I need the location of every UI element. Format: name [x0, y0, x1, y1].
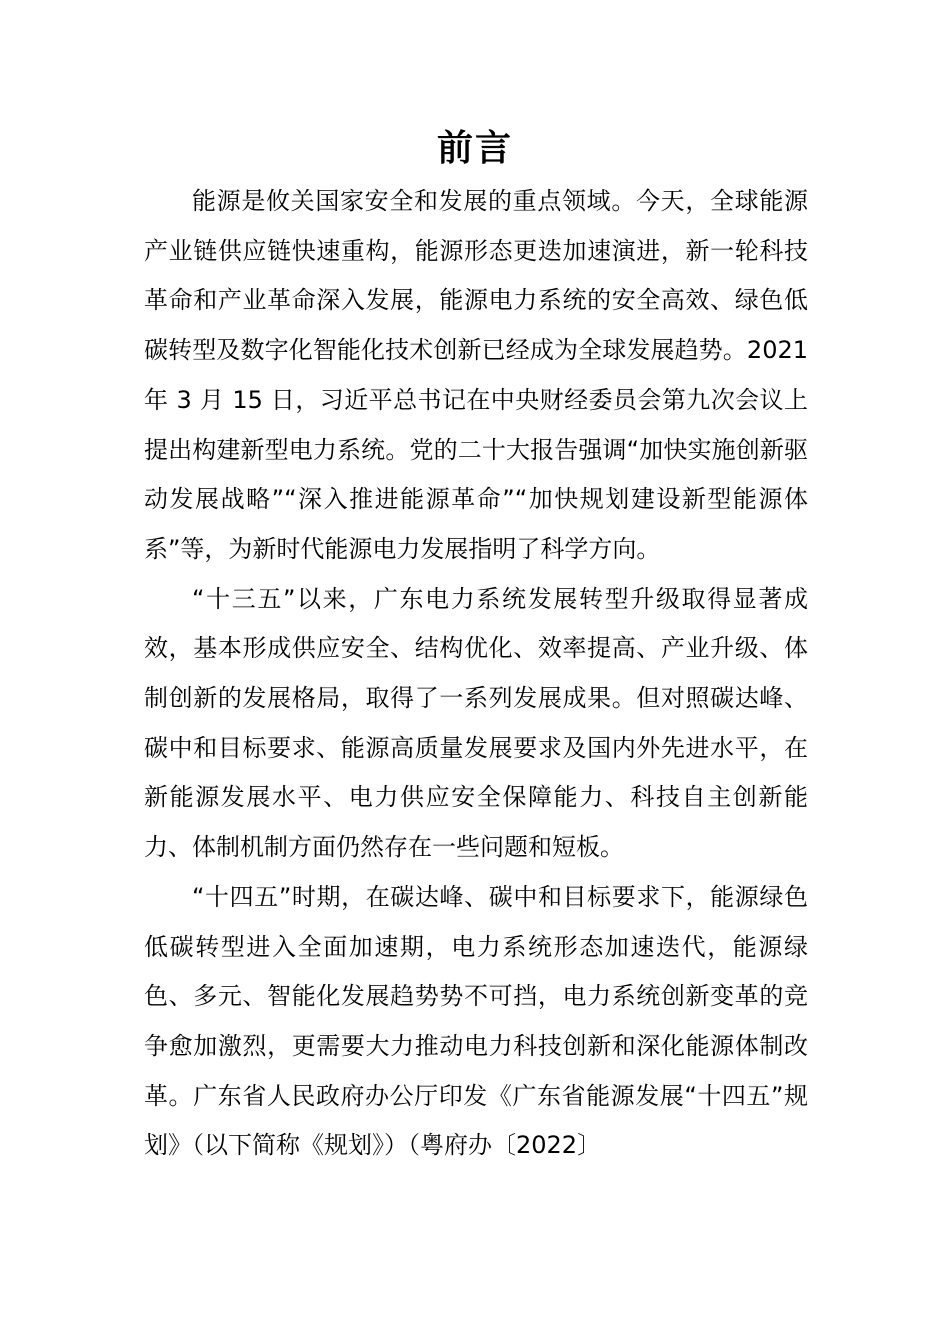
- document-body: [144, 177, 808, 1171]
- paragraph-1: 能源是攸关国家安全和发展的重点领域。今天，全球能源产业链供应链快速重构，能源形态更迭加速演进，新一轮科技革命和产业革命深入发展，能源电力系统的安全高效、绿色低碳转型及数字化智能化技术创新已经成为全球发展趋势。2021 年 3 月 15 日，习近平总书记在中央财经委员会第九次会议上提出构建新型电力系统。党的二十大报告强调“加快实施创新驱动发展战略”“深入推进能源革命”“加快规划建设新型能源体系”等，为新时代能源电力发展指明了科学方向。: [144, 187, 808, 563]
- paragraph-3: “十四五”时期，在碳达峰、碳中和目标要求下，能源绿色低碳转型进入全面加速期，电力系统形态加速迭代，能源绿色、多元、智能化发展趋势势不可挡，电力系统创新变革的竞争愈加激烈，更需要大力推动电力科技创新和深化能源体制改革。广东省人民政府办公厅印发《广东省能源发展“十四五”规划》（以下简称《规划》）（粤府办〔2022〕: [144, 882, 808, 1160]
- page-title: 前言: [436, 128, 513, 169]
- paragraph-2: “十三五”以来，广东电力系统发展转型升级取得显著成效，基本形成供应安全、结构优化、效率提高、产业升级、体制创新的发展格局，取得了一系列发展成果。但对照碳达峰、碳中和目标要求、能源高质量发展要求及国内外先进水平，在新能源发展水平、电力供应安全保障能力、科技自主创新能力、体制机制方面仍然存在一些问题和短板。: [144, 584, 808, 862]
